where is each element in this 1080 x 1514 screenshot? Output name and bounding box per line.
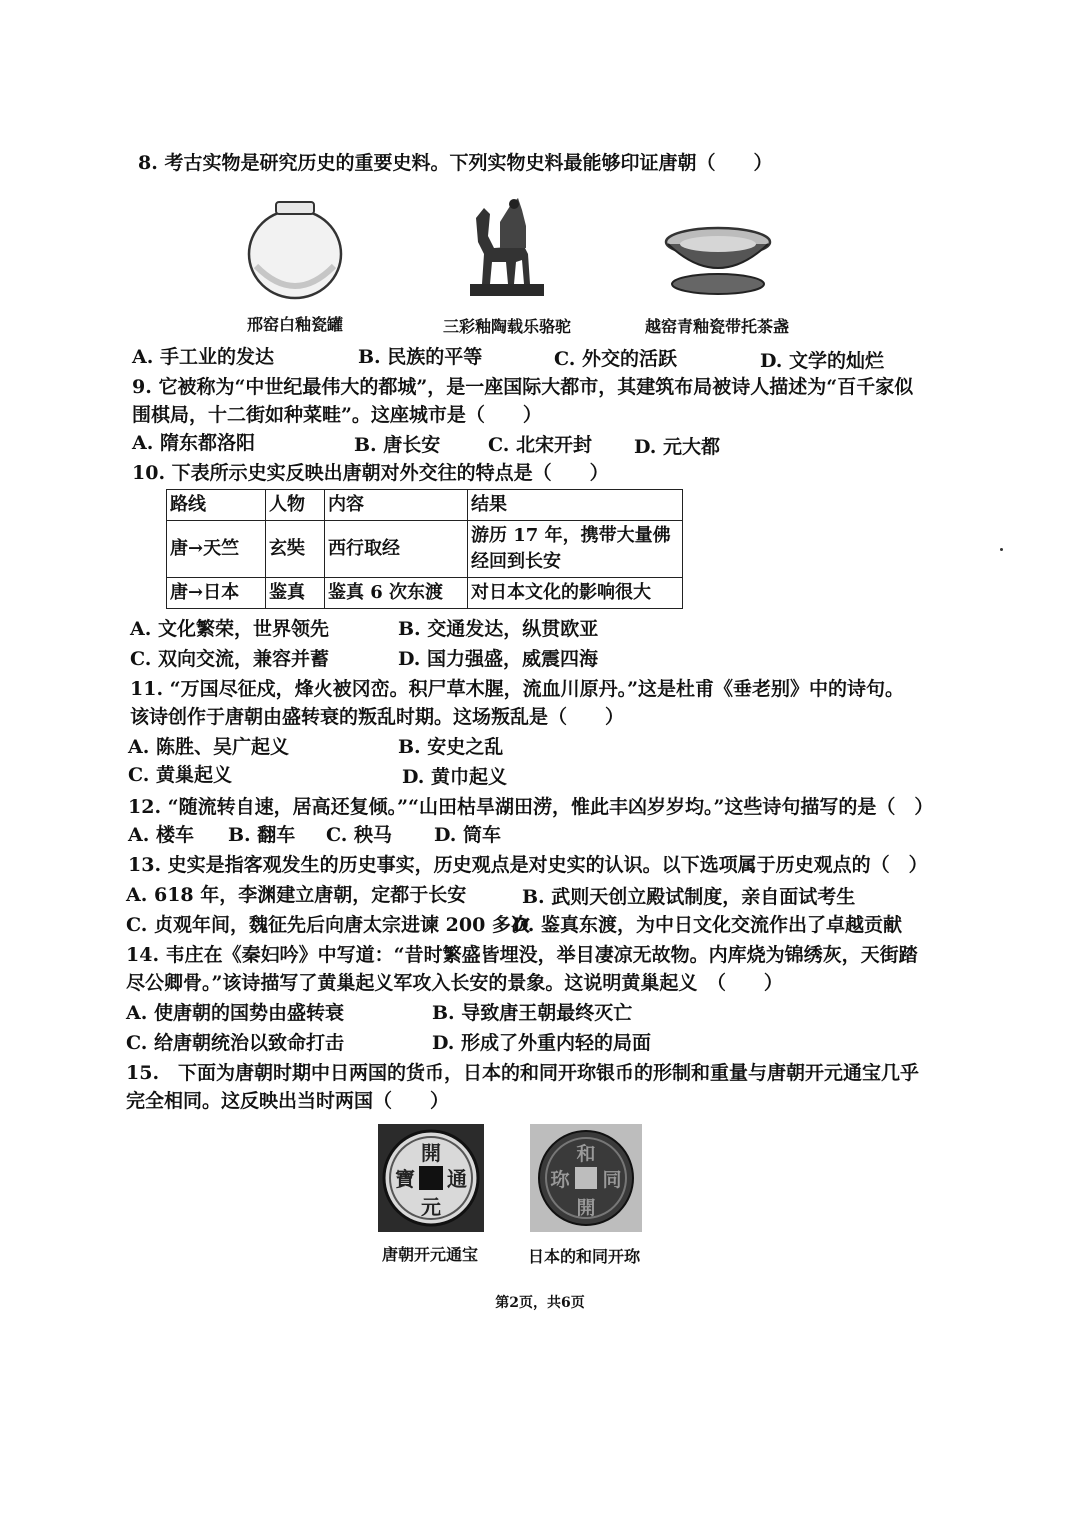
q10-cell: 鉴真 — [266, 578, 325, 609]
q14-option-d: D. 形成了外重内轻的局面 — [432, 1032, 652, 1054]
q8-option-a: A. 手工业的发达 — [132, 346, 274, 368]
q9-option-b: B. 唐长安 — [354, 434, 441, 456]
q12-option-c: C. 秧马 — [326, 824, 393, 846]
q10-option-b: B. 交通发达，纵贯欧亚 — [398, 618, 599, 640]
coin1-char-right: 通 — [447, 1167, 467, 1191]
q13-stem: 13. 史实是指客观发生的历史事实，历史观点是对史实的认识。以下选项属于历史观点的（ ） — [128, 854, 928, 876]
coin2-char-left: 珎 — [550, 1169, 570, 1191]
sancai-camel-figure — [464, 192, 550, 300]
q8-caption-bowl: 越窑青釉瓷带托茶盏 — [644, 317, 789, 336]
q14-stem-line1: 14. 韦庄在《秦妇吟》中写道：“昔时繁盛皆埋没，举目凄凉无故物。内库烧为锦绣灰，天街踏 — [126, 944, 918, 966]
coin1-char-bottom: 元 — [421, 1195, 441, 1219]
q10-cell: 唐→日本 — [167, 578, 266, 609]
q8-caption-camel: 三彩釉陶载乐骆驼 — [442, 317, 571, 336]
q11-stem-line2: 该诗创作于唐朝由盛转衰的叛乱时期。这场叛乱是（ ） — [130, 706, 625, 728]
q9-option-a: A. 隋东都洛阳 — [132, 432, 255, 454]
q10-option-c: C. 双向交流，兼容并蓄 — [130, 648, 330, 670]
q11-stem-line1: 11. “万国尽征戍，烽火被冈峦。积尸草木腥，流血川原丹。”这是杜甫《垂老别》中的诗句。 — [130, 678, 905, 700]
q12-option-d: D. 筒车 — [434, 824, 502, 846]
q10-stem: 10. 下表所示史实反映出唐朝对外交往的特点是（ ） — [132, 462, 609, 484]
q12-option-a: A. 楼车 — [128, 824, 194, 846]
q10-cell: 对日本文化的影响很大 — [468, 578, 683, 609]
q13-option-c: C. 贞观年间，魏征先后向唐太宗进谏 200 多次 — [126, 914, 530, 936]
q8-stem: 8. 考古实物是研究历史的重要史料。下列实物史料最能够印证唐朝（ ） — [138, 152, 773, 174]
q10-table-row — [167, 521, 683, 578]
q8-option-c: C. 外交的活跃 — [554, 348, 678, 370]
q10-cell: 玄奘 — [266, 521, 325, 578]
coin2-char-bottom: 開 — [576, 1197, 596, 1219]
q13-option-d: D. 鉴真东渡，为中日文化交流作出了卓越贡献 — [512, 914, 903, 936]
q11-option-a: A. 陈胜、吴广起义 — [128, 736, 289, 758]
q12-stem: 12. “随流转自速，居高还复倾。”“山田枯旱湖田涝，惟此丰凶岁岁均。”这些诗句描写的是（ ） — [128, 796, 934, 818]
q9-option-c: C. 北宋开封 — [488, 434, 593, 456]
q9-option-d: D. 元大都 — [634, 436, 721, 458]
q14-stem-line2: 尽公卿骨。”该诗描写了黄巢起义军攻入长安的景象。这说明黄巢起义 （ ） — [126, 972, 783, 994]
q13-option-b: B. 武则天创立殿试制度，亲自面试考生 — [522, 886, 856, 908]
q13-option-a: A. 618 年，李渊建立唐朝，定都于长安 — [126, 884, 467, 906]
q10-cell: 游历 17 年，携带大量佛经回到长安 — [468, 521, 683, 578]
coin2-char-top: 和 — [576, 1143, 596, 1165]
q11-option-d: D. 黄巾起义 — [402, 766, 508, 788]
q8-option-d: D. 文学的灿烂 — [760, 350, 885, 372]
q15-stem-line2: 完全相同。这反映出当时两国（ ） — [126, 1090, 450, 1112]
q11-option-b: B. 安史之乱 — [398, 736, 504, 758]
q10-cell: 西行取经 — [325, 521, 468, 578]
page-footer: 第2页，共6页 — [495, 1295, 585, 1311]
q10-table-row — [167, 578, 683, 609]
q9-stem-line1: 9. 它被称为“中世纪最伟大的都城”，是一座国际大都市，其建筑布局被诗人描述为“百千家似 — [132, 376, 914, 398]
q8-option-b: B. 民族的平等 — [358, 346, 483, 368]
q14-option-a: A. 使唐朝的国势由盛转衰 — [126, 1002, 344, 1024]
coin2-char-right: 同 — [602, 1169, 622, 1191]
q10-cell: 唐→天竺 — [167, 521, 266, 578]
q14-option-c: C. 给唐朝统治以致命打击 — [126, 1032, 345, 1054]
q10-table-header-row — [167, 490, 683, 521]
wado-kaichin-coin-figure — [530, 1124, 642, 1232]
q15-caption-kaiyuan: 唐朝开元通宝 — [381, 1245, 478, 1264]
q10-header-route: 路线 — [167, 490, 266, 521]
q11-option-c: C. 黄巢起义 — [128, 764, 233, 786]
q10-header-person: 人物 — [266, 490, 325, 521]
q15-stem-line1: 15. 下面为唐朝时期中日两国的货币，日本的和同开珎银币的形制和重量与唐朝开元通宝几乎 — [126, 1062, 920, 1084]
q10-header-result: 结果 — [468, 490, 683, 521]
q10-option-d: D. 国力强盛，威震四海 — [398, 648, 599, 670]
q15-caption-wado: 日本的和同开珎 — [527, 1247, 640, 1266]
q10-cell: 鉴真 6 次东渡 — [325, 578, 468, 609]
q14-option-b: B. 导致唐王朝最终灭亡 — [432, 1002, 633, 1024]
q10-header-content: 内容 — [325, 490, 468, 521]
q9-stem-line2: 围棋局，十二街如种菜畦”。这座城市是（ ） — [132, 404, 542, 426]
q8-caption-jar: 邢窑白釉瓷罐 — [246, 315, 343, 334]
scan-speck — [1000, 548, 1003, 551]
q10-option-a: A. 文化繁荣，世界领先 — [130, 618, 329, 640]
coin1-char-left: 寶 — [395, 1167, 415, 1191]
celadon-tea-bowl-figure — [662, 222, 774, 298]
white-porcelain-jar-figure — [244, 196, 346, 300]
q10-table — [166, 489, 683, 609]
q12-option-b: B. 翻车 — [228, 824, 296, 846]
coin1-char-top: 開 — [421, 1141, 441, 1165]
kaiyuan-tongbao-coin-figure — [378, 1124, 484, 1232]
